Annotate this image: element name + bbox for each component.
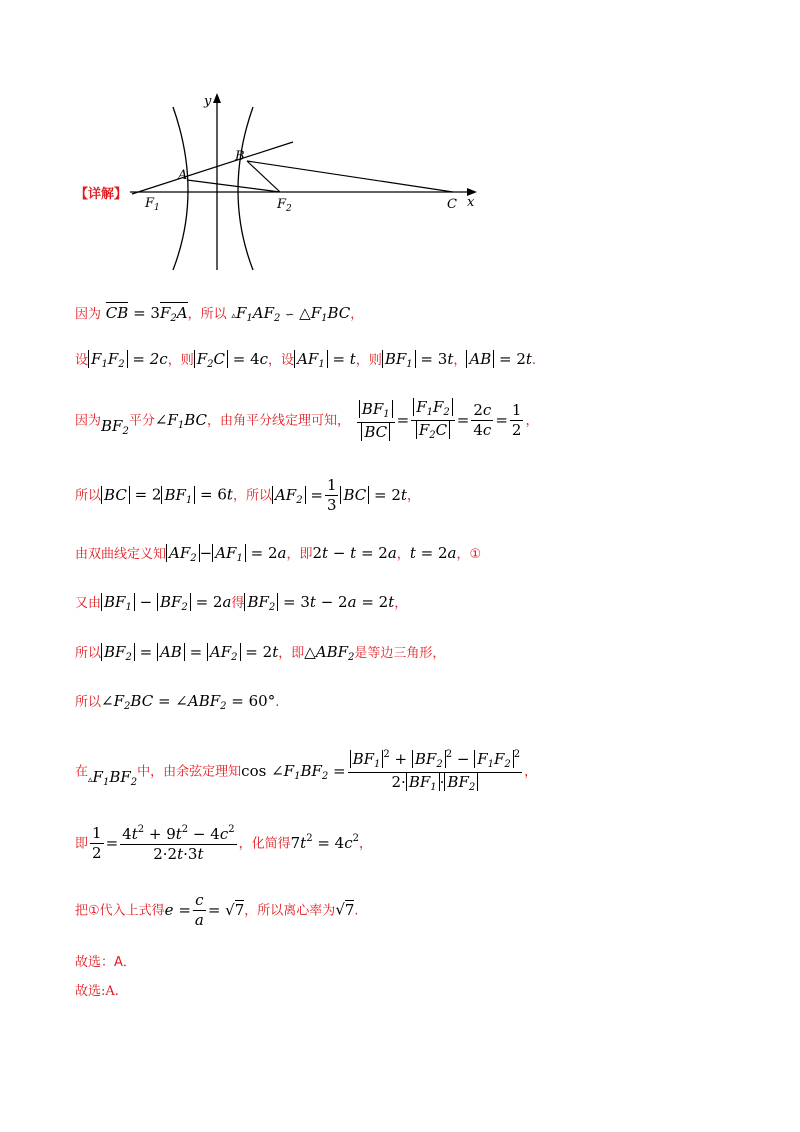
line-5: 由双曲线定义知 $AF_2 - AF_1 = 2a$，即2t − t = 2a，t = 2a，① [75, 544, 482, 564]
line-12: 故选：A． [75, 955, 136, 970]
detail-label: 【详解】 [75, 187, 128, 202]
line-9: 在$▵F_1BF_2$中，由余弦定理知$\cos \angle F_1BF_2$ = $\frac{BF_1^2 + BF_2^2 - F_1F_2^2}{2\cdot BF_1 \cdot BF_2}$ ， [75, 749, 538, 793]
label-b: B [235, 149, 245, 164]
segment-a-f2 [187, 180, 280, 192]
line-11: 把①代入上式得e = $\frac{c}{a}$ = √7，所以离心率为√7. [75, 891, 359, 929]
line-10: 即 $\frac{1}{2}$ = $\frac{4t^2 + 9t^2 - 4c^2}{2\cdot 2t\cdot 3t}$ ，化简得$7t^2 = 4c^2$， [75, 824, 373, 863]
label-a: A [178, 168, 188, 183]
label-f1: $F_1$ [145, 196, 160, 213]
line-13: 故选:A. [75, 984, 119, 999]
line-3: 因为$BF_2$平分$\angle F_1BC$，由角平分线定理可知， $\frac{BF_1}{BC}$ = $\frac{F_1F_2}{F_2C}$ = $\frac{2c}{4c}$ = $\frac{1}{2}$ ， [75, 398, 539, 441]
math-cb-vector: CB = $3F_2A$ [105, 304, 188, 324]
line-8: 所以$\angle F_2BC$ = $\angle ABF_2 = 60^\circ$. [75, 692, 280, 712]
segment-b-c [247, 161, 453, 192]
label-c: C [447, 197, 457, 212]
label-y: y [204, 94, 212, 109]
label-x: x [467, 195, 475, 210]
hyperbola-figure [75, 85, 495, 280]
line-6: 又由 $BF_1 - BF_2 = 2a$得 $BF_2 = 3t - 2a = 2t$， [75, 593, 408, 613]
y-axis-arrow [213, 93, 221, 103]
hyperbola-left-branch [173, 107, 188, 270]
line-f1-b-extended [132, 142, 293, 194]
line-4: 所以 BC = 2 $BF_1 = 6t$，所以 $AF_2$ = $\frac{1}{3}$ BC = 2t， [75, 476, 420, 514]
label-f2: $F_2$ [277, 197, 292, 214]
line-1: 因为 CB = $3F_2A$，所以 $▵F_1AF_2$ ∽ $\triangle F_1BC$， [75, 304, 364, 324]
line-2: 设 $F_1F_2 = 2c$，则 $F_2C = 4c$，设 $AF_1 = t$，则 $BF_1 = 3t$， AB = 2t. [75, 350, 537, 370]
line-7: 所以 $BF_2$ = AB = $AF_2 = 2t$，即$\triangle ABF_2$是等边三角形， [75, 643, 446, 663]
